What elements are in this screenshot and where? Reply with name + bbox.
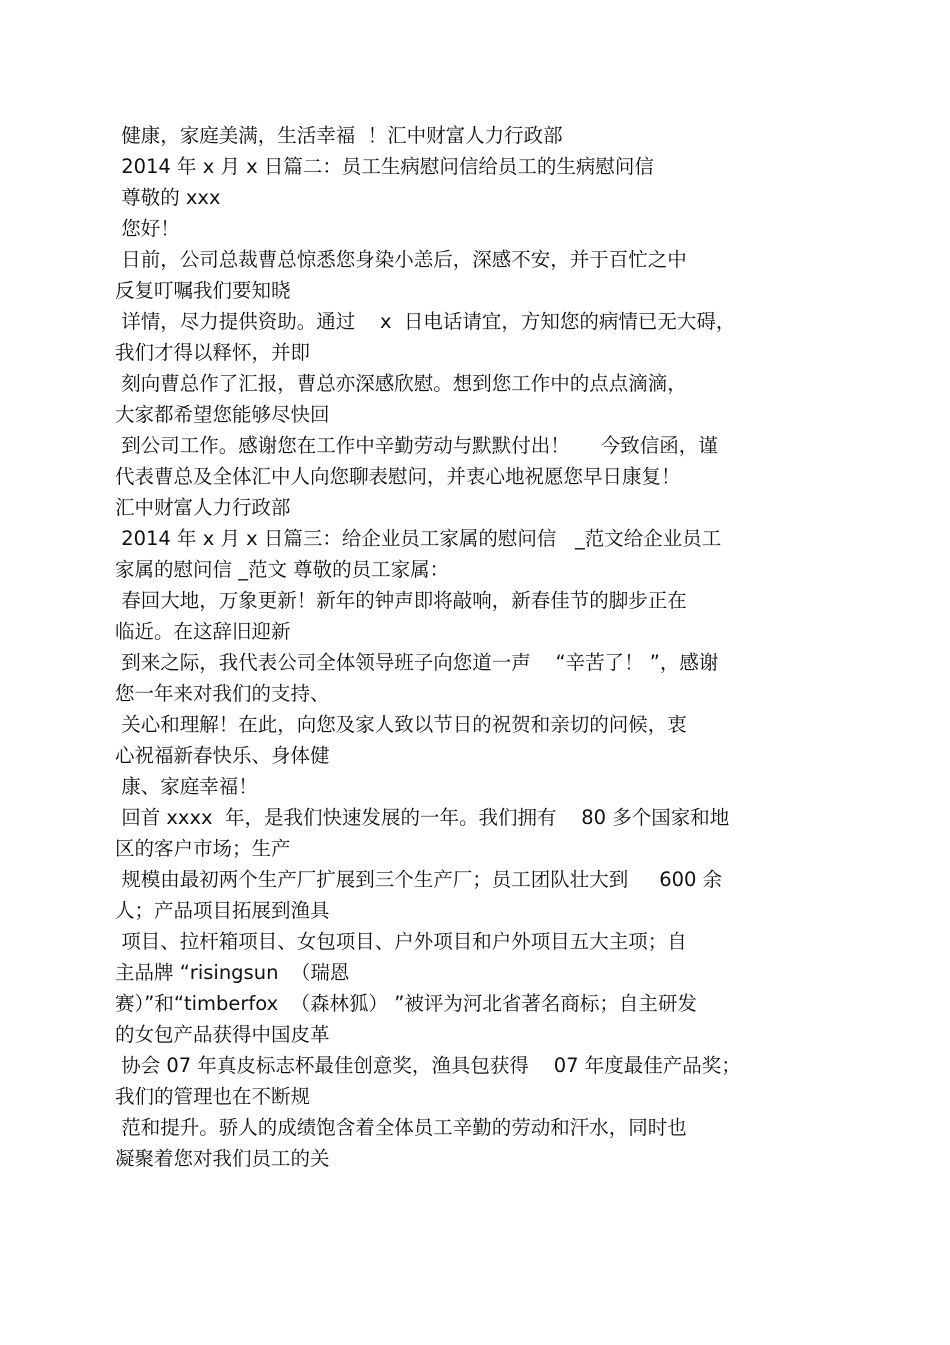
text-line: 反复叮嘱我们要知晓 bbox=[115, 279, 291, 302]
text-line: 汇中财富人力行政部 bbox=[115, 496, 291, 519]
text-line: 回首 xxxx 年，是我们快速发展的一年。我们拥有 80 多个国家和地 bbox=[115, 806, 730, 829]
text-line: 家属的慰问信 _范文 尊敬的员工家属： bbox=[115, 558, 450, 581]
text-line: 范和提升。骄人的成绩饱含着全体员工辛勤的劳动和汗水，同时也 bbox=[115, 1116, 687, 1139]
text-line: 您一年来对我们的支持、 bbox=[115, 682, 330, 705]
text-line: 协会 07 年真皮标志杯最佳创意奖，渔具包获得 07 年度最佳产品奖； bbox=[115, 1054, 741, 1077]
text-line: 心祝福新春快乐、身体健 bbox=[115, 744, 330, 767]
text-line: 区的客户市场；生产 bbox=[115, 837, 291, 860]
text-line: 大家都希望您能够尽快回 bbox=[115, 403, 330, 426]
text-line: 赛）”和“timberfox （森林狐） ”被评为河北省著名商标；自主研发 bbox=[115, 992, 697, 1015]
text-line: 我们的管理也在不断规 bbox=[115, 1085, 311, 1108]
text-line: 日前，公司总裁曹总惊悉您身染小恙后，深感不安，并于百忙之中 bbox=[115, 248, 687, 271]
text-line: 2014 年 x 月 x 日篇二：员工生病慰问信给员工的生病慰问信 bbox=[115, 155, 654, 178]
text-line: 康、家庭幸福！ bbox=[115, 775, 258, 798]
text-line: 代表曹总及全体汇中人向您聊表慰问，并衷心地祝愿您早日康复！ bbox=[115, 465, 681, 488]
text-line: 到公司工作。感谢您在工作中辛勤劳动与默默付出！ 今致信函，谨 bbox=[115, 434, 718, 457]
text-line: 刻向曹总作了汇报，曹总亦深感欣慰。想到您工作中的点点滴滴， bbox=[115, 372, 687, 395]
text-line: 春回大地，万象更新！新年的钟声即将敲响，新春佳节的脚步正在 bbox=[115, 589, 687, 612]
text-line: 凝聚着您对我们员工的关 bbox=[115, 1147, 330, 1170]
text-line: 健康，家庭美满，生活幸福 ！汇中财富人力行政部 bbox=[115, 124, 563, 147]
text-line: 关心和理解！在此，向您及家人致以节日的祝贺和亲切的问候，衷 bbox=[115, 713, 687, 736]
text-line: 2014 年 x 月 x 日篇三：给企业员工家属的慰问信 _范文给企业员工 bbox=[115, 527, 722, 550]
text-line: 主品牌 “risingsun （瑞恩 bbox=[115, 961, 350, 984]
text-line: 临近。在这辞旧迎新 bbox=[115, 620, 291, 643]
text-line: 到来之际，我代表公司全体领导班子向您道一声 “辛苦了！ ”，感谢 bbox=[115, 651, 719, 674]
text-line: 详情，尽力提供资助。通过 x 日电话请宜，方知您的病情已无大碍， bbox=[115, 310, 736, 333]
document-body bbox=[115, 120, 850, 1174]
text-line: 人；产品项目拓展到渔具 bbox=[115, 899, 330, 922]
text-line: 规模由最初两个生产厂扩展到三个生产厂；员工团队壮大到 600 余 bbox=[115, 868, 723, 891]
text-line: 项目、拉杆箱项目、女包项目、户外项目和户外项目五大主项；自 bbox=[115, 930, 687, 953]
text-line: 我们才得以释怀，并即 bbox=[115, 341, 311, 364]
text-line: 的女包产品获得中国皮革 bbox=[115, 1023, 330, 1046]
text-line: 您好！ bbox=[115, 217, 180, 240]
text-line: 尊敬的 xxx bbox=[115, 186, 221, 209]
